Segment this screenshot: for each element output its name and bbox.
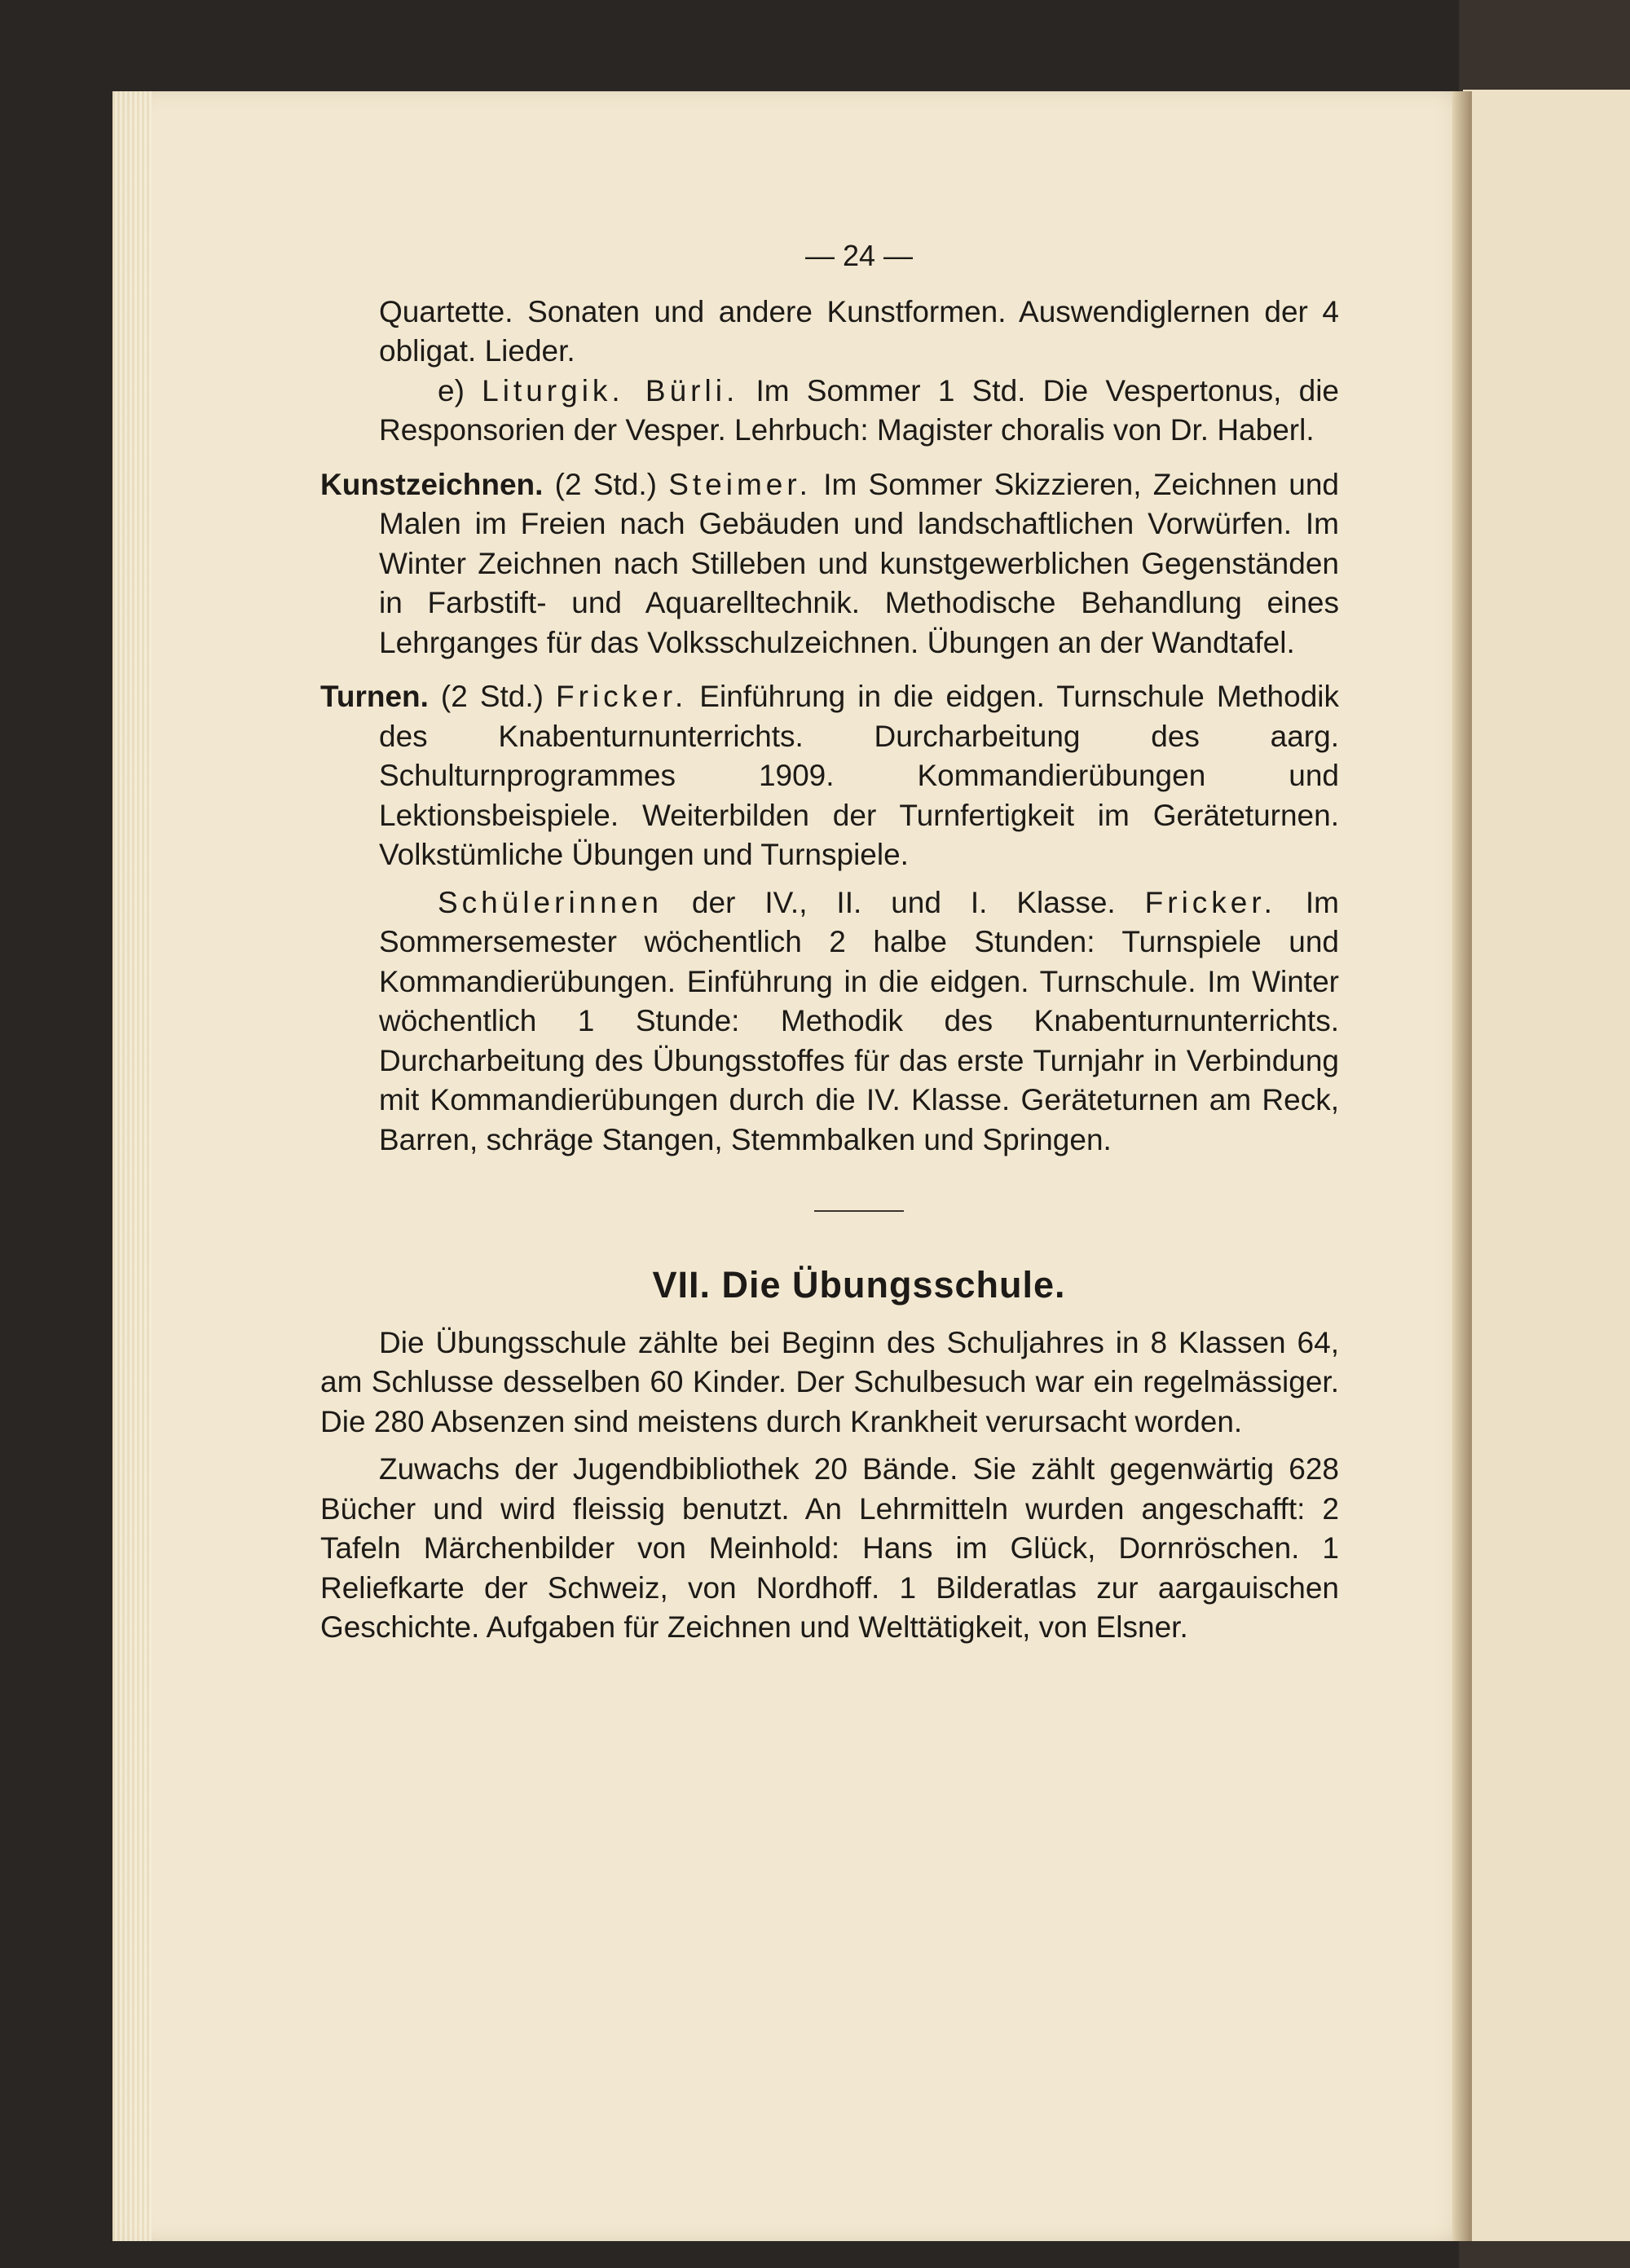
page-stack-edges (112, 91, 152, 2241)
page-number: — 24 — (804, 239, 914, 272)
paragraph-liturgik: e) Liturgik. Bürli. Im Sommer 1 Std. Die Vespertonus, die Responsorien der Vesper. Lehrbuch: Magister choralis von Dr. Haberl. (379, 373, 1339, 447)
adjacent-page-edge (1463, 90, 1630, 2241)
paragraph-kunstzeichnen: Kunstzeichnen. (2 Std.) Steimer. Im Sommer Skizzieren, Zeichnen und Malen im Freien nach Gebäuden und landschaftlichen Vorwürfen. Im Winter Zeichnen nach Stilleben und kunstgewerblichen Gegenständen in Farbstift- und Aquarelltechnik. Methodische Behandlung eines Lehrganges für das Volksschulzeichnen. Übungen an der Wandtafel. (320, 467, 1339, 659)
page-text (320, 236, 1339, 1648)
teacher-fricker: Fricker. (556, 680, 688, 713)
paragraph-schuelerinnen: Schülerinnen der IV., II. und I. Klasse. Fricker. Im Sommersemester wöchentlich 2 halbe Stunden: Turnspiele und Kommandierübungen. Einführung in die eidgen. Turnschule. Im Winter wöchentlich 1 Stunde: Methodik des Knabenturnunterrichts. Durcharbeitung des Übungsstoffes für das erste Turnjahr in Verbindung mit Kommandierübungen durch die IV. Klasse. Geräteturnen am Reck, Barren, schräge Stangen, Stemmbalken und Springen. (379, 885, 1339, 1156)
teacher-steimer: Steimer. (668, 467, 812, 501)
turnen-heading: Turnen. (320, 680, 429, 713)
schuelerinnen-label: Schülerinnen (438, 885, 663, 919)
paragraph-uebungsschule: Die Übungsschule zählte bei Beginn des Schuljahres in 8 Klassen 64, am Schlusse desselben 60 Kinder. Der Schulbesuch war ein regelmässiger. Die 280 Absenzen sind meistens durch Krankheit verursacht worden. (320, 1325, 1339, 1438)
paragraph-turnen: Turnen. (2 Std.) Fricker. Einführung in die eidgen. Turnschule Methodik des Knabenturnunterrichts. Durcharbeitung des aarg. Schulturnprogrammes 1909. Kommandierübungen und Lektionsbeispiele. Weiterbilden der Turnfertigkeit im Geräteturnen. Volkstümliche Übungen und Turnspiele. (320, 680, 1339, 871)
section-divider (814, 1210, 904, 1212)
paragraph-bibliothek: Zuwachs der Jugendbibliothek 20 Bände. Sie zählt gegenwärtig 628 Bücher und wird fleissig benutzt. An Lehrmitteln wurden angeschafft: 2 Tafeln Märchenbilder von Meinhold: Hans im Glück, Dornröschen. 1 Reliefkarte der Schweiz, von Nordhoff. 1 Bilderatlas zur aargauischen Geschichte. Aufgaben für Zeichnen und Welttätigkeit, von Elsner. (320, 1452, 1339, 1644)
chapter-title: VII. Die Übungsschule. (652, 1264, 1066, 1306)
kunstzeichnen-heading: Kunstzeichnen. (320, 467, 544, 501)
book-gutter (1452, 91, 1472, 2241)
liturgik-label: Liturgik. Bürli. (482, 373, 739, 407)
teacher-fricker-2: Fricker. (1144, 885, 1276, 919)
paragraph-music: Quartette. Sonaten und andere Kunstformen. Auswendiglernen der 4 obligat. Lieder. (379, 294, 1339, 368)
